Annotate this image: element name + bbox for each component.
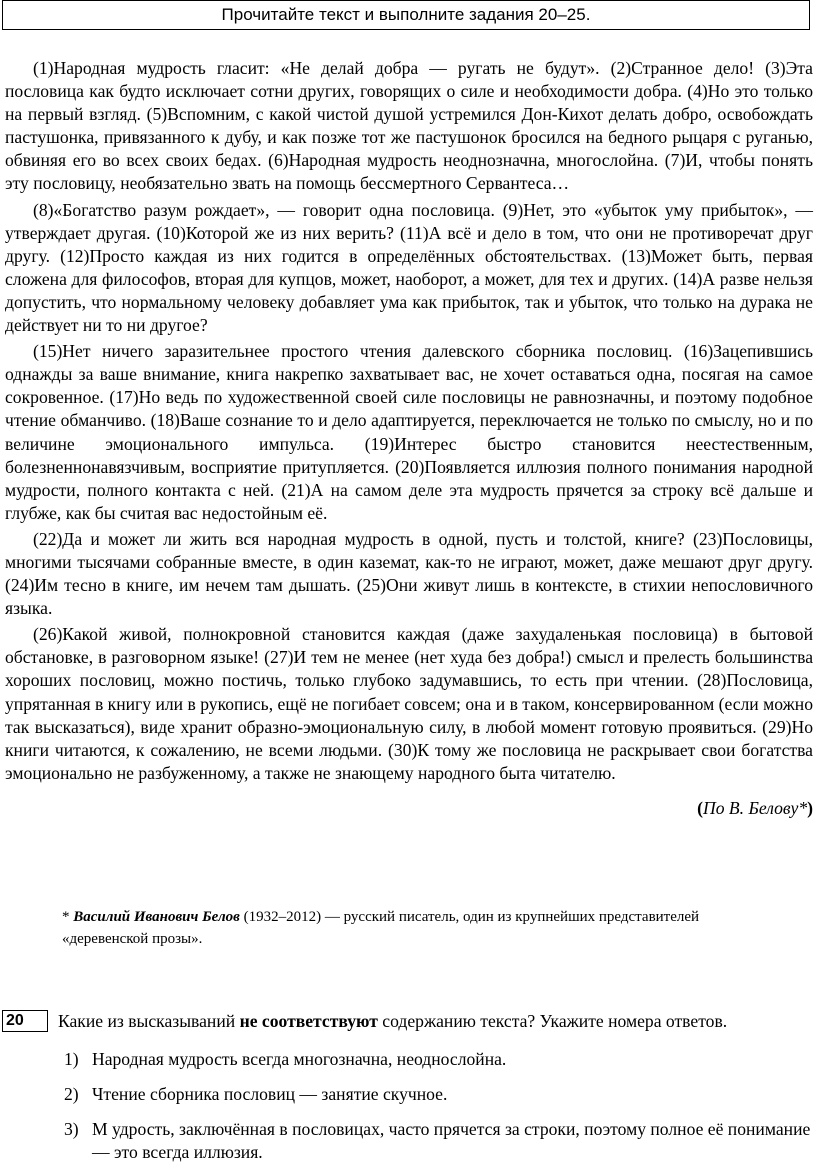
footnote-name: Василий Иванович Белов: [73, 909, 240, 925]
reading-text: [5, 57, 813, 823]
author-attribution: [5, 797, 813, 820]
answer-number: 1): [64, 1049, 79, 1069]
footnote-mark: *: [62, 909, 74, 925]
author-open-paren: (: [697, 797, 704, 818]
author-close-paren: ): [807, 797, 813, 818]
answer-option-3: [64, 1118, 814, 1164]
answer-text: Чтение сборника пословиц — занятие скучное.: [92, 1084, 448, 1104]
answer-option-1: [64, 1048, 814, 1071]
answer-option-2: [64, 1083, 814, 1106]
task-number: 20: [2, 1010, 48, 1032]
question-emphasis: не соответствуют: [239, 1011, 378, 1031]
footnote-text: (1932–2012) — русский писатель, один из крупнейших представителей «деревенской прозы».: [62, 909, 700, 947]
answer-number: 3): [64, 1119, 79, 1139]
question-text-after: содержанию текста? Укажите номера ответов.: [377, 1011, 728, 1031]
answer-text: М удрость, заключённая в пословицах, часто прячется за строки, поэтому полное её понимание — это всегда иллюзия.: [92, 1119, 811, 1162]
footnote: [62, 906, 762, 950]
question-text-before: Какие из высказываний: [58, 1011, 240, 1031]
paragraph: (1)Народная мудрость гласит: «Не делай добра — ругать не будут». (2)Странное дело! (3)Эта пословица как будто исключает сотни других, говорящих о силе и необходимости добра. (4)Но это только на первый взгляд. (5)Вспомним, с какой чистой душой устремился Дон-Кихот делать добро, освобождать пастушонка, привязанного к дубу, и как позже тот же пастушонок бросился на бедного рыцаря с руганью, обвиняя его во всех своих бедах. (6)Народная мудрость неоднозначна, многослойна. (7)И, чтобы понять эту пословицу, необязательно звать на помощь бессмертного Сервантеса…: [5, 58, 813, 194]
paragraph: (8)«Богатство разум рождает», — говорит одна пословица. (9)Нет, это «убыток уму прибыток», — утверждает другая. (10)Которой же из них верить? (11)А всё и дело в том, что они не противоречат друг другу. (12)Просто каждая из них годится в определённых обстоятельствах. (13)Может быть, первая сложена для философов, вторая для купцов, может, наоборот, а может, для тех и других. (14)А разве нельзя допустить, что нормальному человеку добавляет ума как прибыток, так и убыток, что только на дурака не действует ни то ни другое?: [5, 199, 813, 336]
paragraph: (15)Нет ничего заразительнее простого чтения далевского сборника пословиц. (16)Зацепившись однажды за ваше внимание, книга накрепко захватывает вас, не хочет оставаться одна, посягая на самое сокровенное. (17)Но ведь по художественной своей силе пословицы не равнозначны, и поэтому подобное чтение обманчиво. (18)Ваше сознание то и дело адаптируется, переключается не только по смыслу, но и по величине эмоционального импульса. (19)Интерес быстро становится неестественным, болезненнонавязчивым, восприятие притупляется. (20)Появляется иллюзия полного понимания народной мудрости, полного контакта с ней. (21)А на самом деле эта мудрость прячется за строку всё дальше и глубже, как бы считая вас недостойным её.: [5, 341, 813, 523]
answer-list: [64, 1048, 814, 1176]
paragraph: (22)Да и может ли жить вся народная мудрость в одной, пусть и толстой, книге? (23)Пословицы, многими тысячами собранные вместе, в один каземат, как-то не играют, может, даже мешают друг другу. (24)Им тесно в книге, им нечем там дышать. (25)Они живут лишь в контексте, в стихии непословичного языка.: [5, 528, 813, 619]
author-name: По В. Белову*: [703, 797, 808, 818]
answer-number: 2): [64, 1084, 79, 1104]
task-question: [58, 1010, 814, 1033]
answer-text: Народная мудрость всегда многозначна, неоднослойна.: [92, 1049, 507, 1069]
instruction-header: Прочитайте текст и выполните задания 20–25.: [2, 0, 810, 30]
paragraph: (26)Какой живой, полнокровной становится каждая (даже захудаленькая пословица) в бытовой обстановке, в разговорном языке! (27)И тем не менее (нет худа без добра!) смысл и прелесть большинства хороших пословиц, можно постичь, только глубоко задумавшись, то есть при чтении. (28)Пословица, упрятанная в книгу или в рукопись, ещё не погибает совсем; она и в таком, консервированном (если можно так высказаться), виде хранит образно-эмоциональную силу, в любой момент готовую проявиться. (29)Но книги читаются, к сожалению, не всеми людьми. (30)К тому же пословица не раскрывает свои богатства эмоционально не разбуженному, а также не знающему народного быта читателю.: [5, 624, 813, 783]
